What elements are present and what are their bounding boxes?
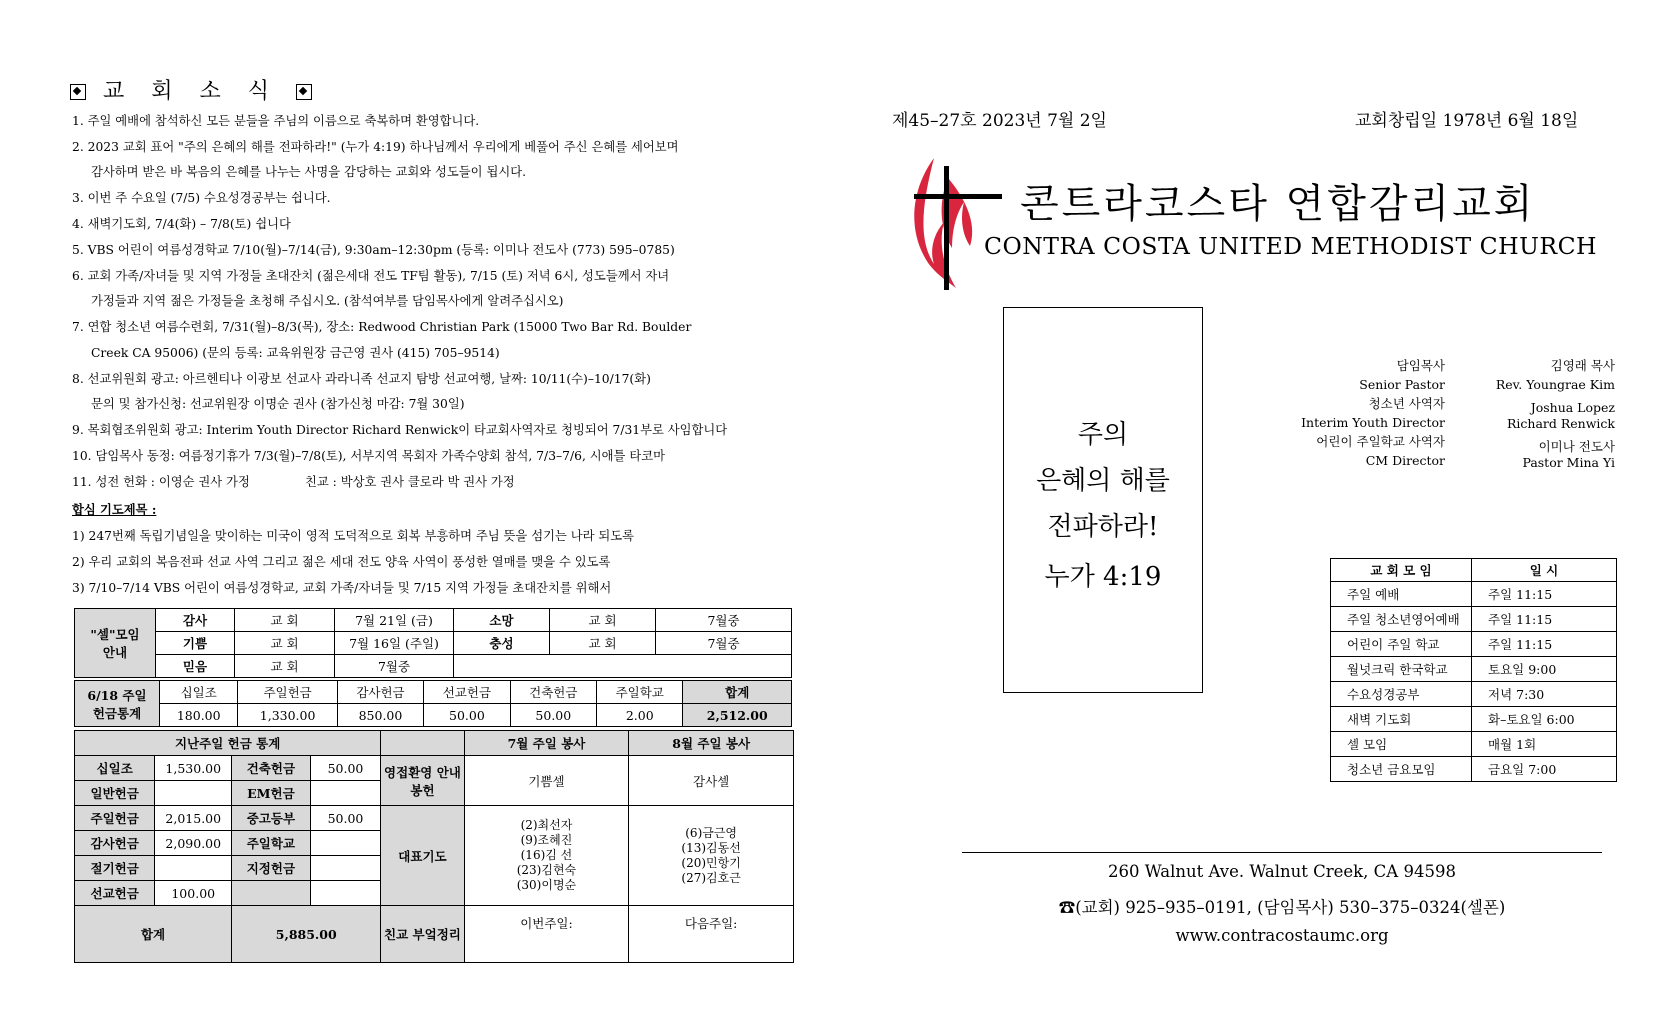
offering-summary-table (74, 680, 792, 727)
prayer-leaders-august: (6)금근영 (13)김동선 (20)민항기 (27)김호근 (629, 806, 794, 906)
fund-label: 주일학교 (232, 831, 310, 856)
footer-divider (962, 852, 1602, 853)
meeting-time: 주일 11:15 (1472, 632, 1617, 657)
theme-line: 주의 (1077, 420, 1129, 450)
cell-date: 7월중 (335, 655, 454, 678)
news-item-8-cont: 문의 및 참가신청: 선교위원장 이명순 권사 (참가신청 마감: 7월 30일) (91, 397, 465, 411)
news-item-2-cont: 감사하며 받은 바 복음의 은혜를 나누는 사명을 감당하는 교회와 성도들이 됩시다. (91, 165, 526, 179)
offering-total-header: 합계 (683, 681, 792, 704)
cell-meeting-table (74, 608, 792, 678)
staff-names: 김영래 목사 Rev. Youngrae Kim Joshua Lopez Richard Renwick 이미나 전도사 Pastor Mina Yi (1495, 358, 1615, 470)
august-service-title: 8월 주일 봉사 (629, 731, 794, 756)
cell-date: 7월 21일 (금) (335, 609, 454, 632)
news-item-7: 7. 연합 청소년 여름수련회, 7/31(월)–8/3(목), 장소: Redwood Christian Park (15000 Two Bar Rd. Boulder (72, 320, 692, 334)
meeting-time: 저녁 7:30 (1472, 682, 1617, 707)
fund-label: 절기헌금 (75, 856, 155, 881)
fund-label: EM헌금 (232, 781, 310, 806)
theme-verse: 누가 4:19 (1044, 562, 1162, 592)
news-item-10: 10. 담임목사 동정: 여름정기휴가 7/3(월)–7/8(토), 서부지역 목회자 가족수양회 참석, 7/3–7/6, 시애틀 타코마 (72, 449, 665, 463)
fund-label: 일반헌금 (75, 781, 155, 806)
fund-value (310, 881, 381, 906)
cell-date: 7월 16일 (주일) (335, 632, 454, 655)
meeting-name: 셀 모임 (1331, 732, 1472, 757)
prayer-item-3: 3) 7/10–7/14 VBS 어린이 여름성경학교, 교회 가족/자녀들 및 7/15 지역 가정들 초대잔치를 위해서 (72, 581, 612, 595)
july-service-title: 7월 주일 봉사 (464, 731, 629, 756)
bulletin-heading (70, 74, 312, 105)
cell-name: 기쁨 (156, 632, 235, 655)
greeting-july: 기쁨셀 (464, 756, 629, 806)
fund-label (232, 881, 310, 906)
offering-value: 50.00 (510, 704, 596, 727)
meeting-name: 주일 청소년영어예배 (1331, 607, 1472, 632)
fellowship-july: 이번주일: (464, 906, 629, 963)
meetings-header: 일 시 (1472, 559, 1617, 582)
meetings-header: 교 회 모 임 (1331, 559, 1472, 582)
offering-header: 감사헌금 (337, 681, 423, 704)
fund-value: 2,015.00 (155, 806, 232, 831)
offering-header: 건축헌금 (510, 681, 596, 704)
fund-value: 1,530.00 (155, 756, 232, 781)
news-item-3: 3. 이번 주 수요일 (7/5) 수요성경공부는 쉽니다. (72, 191, 331, 205)
fellowship-label: 친교 부엌정리 (381, 906, 464, 963)
offering-header: 선교헌금 (424, 681, 510, 704)
prayer-leaders-july: (2)최선자 (9)조혜진 (16)김 선 (23)김현숙 (30)이명순 (464, 806, 629, 906)
meeting-name: 청소년 금요모임 (1331, 757, 1472, 782)
greeting-august: 감사셀 (629, 756, 794, 806)
founding-date: 교회창립일 1978년 6월 18일 (1355, 111, 1579, 131)
fund-label: 중고등부 (232, 806, 310, 831)
prayer-item-1: 1) 247번째 독립기념일을 맞이하는 미국이 영적 도덕적으로 회복 부흥하며 주님 뜻을 섬기는 나라 되도록 (72, 529, 635, 543)
prayer-title: 합심 기도제목 : (72, 502, 157, 517)
offering-value: 1,330.00 (238, 704, 337, 727)
news-item-8: 8. 선교위원회 광고: 아르헨티나 이광보 선교사 과라니족 선교지 탐방 선교여행, 날짜: 10/11(수)–10/17(화) (72, 372, 651, 386)
church-phone: ☎(교회) 925–935–0191, (담임목사) 530–375–0324(셀폰) (1058, 898, 1506, 917)
fund-value: 2,090.00 (155, 831, 232, 856)
church-name-english: CONTRA COSTA UNITED METHODIST CHURCH (984, 232, 1598, 260)
cell-place: 교 회 (550, 632, 656, 655)
meeting-time: 주일 11:15 (1472, 582, 1617, 607)
offering-summary-label: 6/18 주일 헌금통계 (75, 681, 160, 727)
fund-value: 50.00 (310, 806, 381, 831)
fund-label: 지정헌금 (232, 856, 310, 881)
fund-label: 십일조 (75, 756, 155, 781)
meeting-name: 어린이 주일 학교 (1331, 632, 1472, 657)
meeting-name: 주일 예배 (1331, 582, 1472, 607)
meeting-time: 주일 11:15 (1472, 607, 1617, 632)
cross-and-flame-logo-icon (904, 148, 1008, 292)
cell-place: 교 회 (235, 609, 335, 632)
fund-value (155, 856, 232, 881)
last-week-title: 지난주일 헌금 통계 (75, 731, 381, 756)
news-item-4: 4. 새벽기도회, 7/4(화) – 7/8(토) 쉽니다 (72, 217, 291, 231)
offering-header: 주일학교 (597, 681, 683, 704)
staff-titles: 담임목사 Senior Pastor 청소년 사역자 Interim Youth Director 어린이 주일학교 사역자 CM Director (1301, 358, 1445, 468)
church-address: 260 Walnut Ave. Walnut Creek, CA 94598 (1108, 862, 1456, 881)
meeting-time: 매월 1회 (1472, 732, 1617, 757)
fund-value: 100.00 (155, 881, 232, 906)
prayer-item-2: 2) 우리 교회의 복음전파 선교 사역 그리고 젊은 세대 전도 양육 사역이 풍성한 열매를 맺을 수 있도록 (72, 555, 611, 569)
news-item-11-fellowship: 친교 : 박상호 권사 클로라 박 권사 가정 (305, 475, 515, 489)
cell-place: 교 회 (235, 632, 335, 655)
fund-value (310, 781, 381, 806)
meeting-time: 토요일 9:00 (1472, 657, 1617, 682)
cell-name: 충성 (454, 632, 550, 655)
meeting-time: 금요일 7:00 (1472, 757, 1617, 782)
theme-line: 은혜의 해를 (1036, 466, 1170, 496)
theme-line: 전파하라! (1047, 512, 1159, 542)
news-item-6-cont: 가정들과 지역 젊은 가정들을 초청해 주십시오. (참석여부를 담임목사에게 알려주십시오) (91, 294, 564, 308)
offering-value: 50.00 (424, 704, 510, 727)
meeting-name: 월넛크릭 한국학교 (1331, 657, 1472, 682)
fellowship-august: 다음주일: (629, 906, 794, 963)
fund-label: 주일헌금 (75, 806, 155, 831)
fund-value (310, 831, 381, 856)
cell-empty (454, 655, 792, 678)
greeting-label: 영접환영 안내봉헌 (381, 756, 464, 806)
meeting-name: 수요성경공부 (1331, 682, 1472, 707)
bulletin-heading-text: 교 회 소 식 (103, 79, 279, 104)
fund-label: 건축헌금 (232, 756, 310, 781)
theme-box (1003, 307, 1203, 693)
issue-number: 제45–27호 2023년 7월 2일 (892, 111, 1107, 131)
total-value: 5,885.00 (232, 906, 381, 963)
finance-service-table (74, 730, 794, 963)
cell-date: 7월중 (656, 609, 792, 632)
offering-value: 850.00 (337, 704, 423, 727)
cell-meeting-label: "셀"모임 안내 (75, 609, 156, 678)
news-item-1: 1. 주일 예배에 참석하신 모든 분들을 주님의 이름으로 축복하며 환영합니다. (72, 114, 480, 128)
fund-value (310, 856, 381, 881)
diamond-bullet-icon (70, 84, 86, 100)
news-item-6: 6. 교회 가족/자녀들 및 지역 가정들 초대잔치 (젊은세대 전도 TF팀 활동), 7/15 (토) 저녁 6시, 성도들께서 자녀 (72, 269, 670, 283)
fund-value: 50.00 (310, 756, 381, 781)
cell-place: 교 회 (235, 655, 335, 678)
church-name-korean: 콘트라코스타 연합감리교회 (1020, 181, 1536, 227)
offering-header: 주일헌금 (238, 681, 337, 704)
meetings-table (1330, 558, 1617, 782)
offering-value: 180.00 (160, 704, 238, 727)
news-item-5: 5. VBS 어린이 여름성경학교 7/10(월)–7/14(금), 9:30am–12:30pm (등록: 이미나 전도사 (773) 595–0785) (72, 243, 675, 257)
fund-label: 감사헌금 (75, 831, 155, 856)
fund-label: 선교헌금 (75, 881, 155, 906)
cell-name: 믿음 (156, 655, 235, 678)
representative-prayer-label: 대표기도 (381, 806, 464, 906)
cell-date: 7월중 (656, 632, 792, 655)
news-item-11: 11. 성전 헌화 : 이영순 권사 가정 (72, 475, 250, 489)
offering-total-value: 2,512.00 (683, 704, 792, 727)
cell-name: 소망 (454, 609, 550, 632)
service-corner (381, 731, 464, 756)
total-label: 합계 (75, 906, 232, 963)
cell-place: 교 회 (550, 609, 656, 632)
church-website[interactable]: www.contracostaumc.org (1175, 926, 1389, 945)
meeting-name: 새벽 기도회 (1331, 707, 1472, 732)
offering-header: 십일조 (160, 681, 238, 704)
diamond-bullet-icon (296, 84, 312, 100)
news-item-2: 2. 2023 교회 표어 "주의 은혜의 해를 전파하라!" (누가 4:19) 하나님께서 우리에게 베풀어 주신 은혜를 세어보며 (72, 140, 679, 154)
offering-value: 2.00 (597, 704, 683, 727)
news-item-9: 9. 목회협조위원회 광고: Interim Youth Director Richard Renwick이 타교회사역자로 청빙되어 7/31부로 사임합니다 (72, 423, 728, 437)
meeting-time: 화–토요일 6:00 (1472, 707, 1617, 732)
fund-value (155, 781, 232, 806)
news-item-7-cont: Creek CA 95006) (문의 등록: 교육위원장 금근영 권사 (415) 705–9514) (91, 346, 500, 360)
cell-name: 감사 (156, 609, 235, 632)
